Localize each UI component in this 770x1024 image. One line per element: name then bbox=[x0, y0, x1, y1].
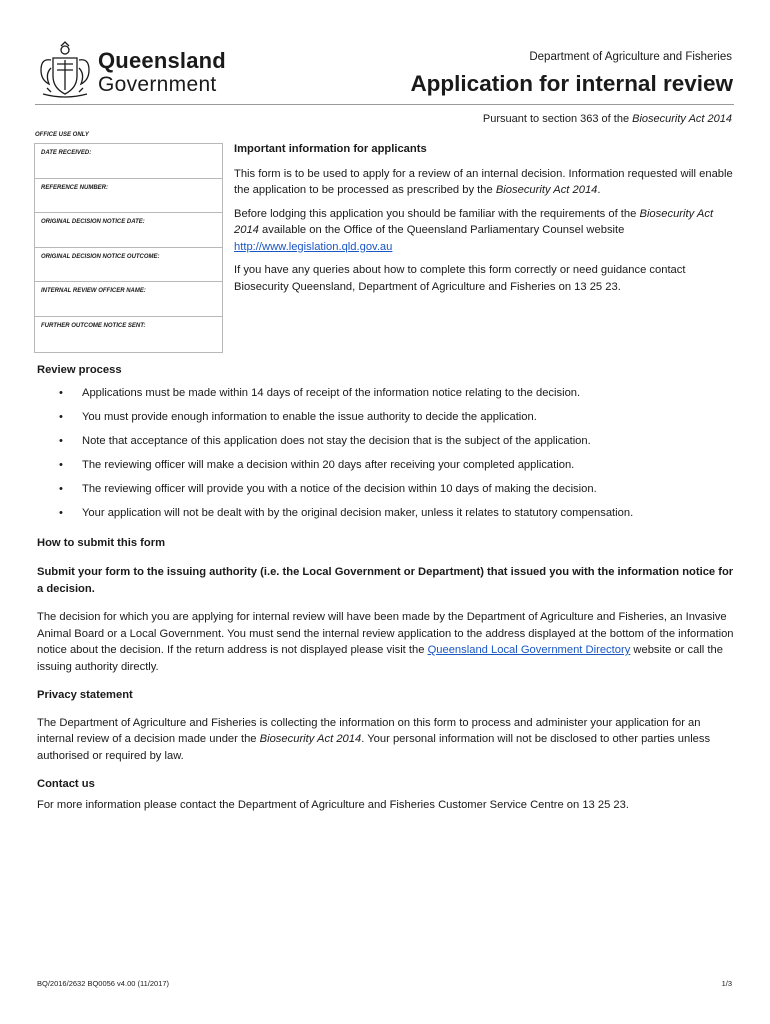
queensland-government-wordmark bbox=[98, 50, 226, 95]
privacy-heading: Privacy statement bbox=[37, 689, 133, 701]
office-use-label: OFFICE USE ONLY bbox=[35, 132, 89, 138]
list-item: • You must provide enough information to enable the issue authority to decide the application. bbox=[37, 409, 737, 433]
important-heading: Important information for applicants bbox=[234, 143, 427, 155]
important-para-3: If you have any queries about how to complete this form correctly or need guidance contact Biosecurity Queensland, Department of Agriculture and Fisheries on 13 25 23. bbox=[234, 264, 686, 293]
review-process-list bbox=[37, 385, 737, 529]
header-divider bbox=[35, 104, 734, 105]
logo-line-queensland: Queensland bbox=[98, 48, 226, 73]
contact-heading: Contact us bbox=[37, 778, 95, 790]
office-field-further-outcome-sent[interactable]: FURTHER OUTCOME NOTICE SENT: bbox=[41, 322, 146, 329]
important-para-1: This form is to be used to apply for a review of an internal decision. Information requested will enable the application to be processed as prescribed by the Biosecurity Act 2014. bbox=[234, 167, 733, 196]
bullet-icon: • bbox=[59, 458, 63, 471]
list-item: • Your application will not be dealt with by the original decision maker, unless it relates to statutory compensation. bbox=[37, 505, 737, 529]
bullet-icon: • bbox=[59, 434, 63, 447]
qld-local-government-directory-link[interactable]: Queensland Local Government Directory bbox=[427, 644, 631, 656]
bullet-icon: • bbox=[59, 410, 63, 423]
office-field-date-received[interactable]: DATE RECEIVED: bbox=[35, 144, 222, 179]
form-code: BQ/2016/2632 BQ0056 v4.00 (11/2017) bbox=[37, 979, 170, 988]
pursuant-prefix: Pursuant to section 363 of the bbox=[482, 113, 633, 125]
office-use-box bbox=[34, 143, 223, 353]
submit-heading: How to submit this form bbox=[37, 536, 166, 549]
office-field-original-notice-date[interactable]: ORIGINAL DECISION NOTICE DATE: bbox=[35, 213, 222, 248]
logo-line-government: Government bbox=[98, 73, 217, 96]
contact-para: For more information please contact the Department of Agriculture and Fisheries Customer Service Centre on 13 25 23. bbox=[37, 798, 629, 811]
form-title: Application for internal review bbox=[410, 71, 733, 96]
submit-para: The decision for which you are applying for internal review will have been made by the Department of Agriculture and Fisheries, an Invasive Animal Board or a Local Government. You must send the internal review application to the address displayed at the bottom of the information notice about the decision. If the return address is not displayed please visit the Queensland Local Government Directory website or call the issuing authority directly. bbox=[37, 611, 734, 673]
page-number: 1/3 bbox=[721, 979, 732, 988]
bullet-icon: • bbox=[59, 506, 63, 519]
office-field-original-notice-outcome[interactable]: ORIGINAL DECISION NOTICE OUTCOME: bbox=[35, 248, 222, 283]
queensland-crest-logo bbox=[35, 40, 95, 100]
legislation-link[interactable]: http://www.legislation.qld.gov.au bbox=[234, 240, 393, 253]
review-process-heading: Review process bbox=[37, 364, 122, 376]
privacy-para: The Department of Agriculture and Fisheries is collecting the information on this form to process and administer your application for an internal review of a decision made under the Biosecurity Act 2014. Your personal information will not be disclosed to other parties unless authorised or required by law. bbox=[37, 716, 711, 762]
list-item: • Applications must be made within 14 days of receipt of the information notice relating to the decision. bbox=[37, 385, 737, 409]
main-content bbox=[37, 362, 737, 813]
office-field-reference-number[interactable]: REFERENCE NUMBER: bbox=[35, 179, 222, 214]
list-item: • Note that acceptance of this application does not stay the decision that is the subject of the application. bbox=[37, 433, 737, 457]
department-name: Department of Agriculture and Fisheries bbox=[529, 51, 732, 63]
important-para-2: Before lodging this application you should be familiar with the requirements of the Biosecurity Act 2014 available on the Office of the Queensland Parliamentary Counsel website http://www.legislation.qld.gov.au bbox=[234, 207, 714, 253]
pursuant-line bbox=[483, 113, 732, 125]
office-field-review-officer-name[interactable]: INTERNAL REVIEW OFFICER NAME: bbox=[35, 282, 222, 317]
submit-bold-para: Submit your form to the issuing authority (i.e. the Local Government or Department) that issued you with the information notice for a decision. bbox=[37, 566, 734, 595]
list-item: • The reviewing officer will provide you with a notice of the decision within 10 days of making the decision. bbox=[37, 481, 737, 505]
bullet-icon: • bbox=[59, 482, 63, 495]
list-item: • The reviewing officer will make a decision within 20 days after receiving your completed application. bbox=[37, 457, 737, 481]
important-information bbox=[234, 141, 734, 302]
pursuant-act: Biosecurity Act 2014 bbox=[632, 113, 732, 125]
bullet-icon: • bbox=[59, 386, 63, 399]
